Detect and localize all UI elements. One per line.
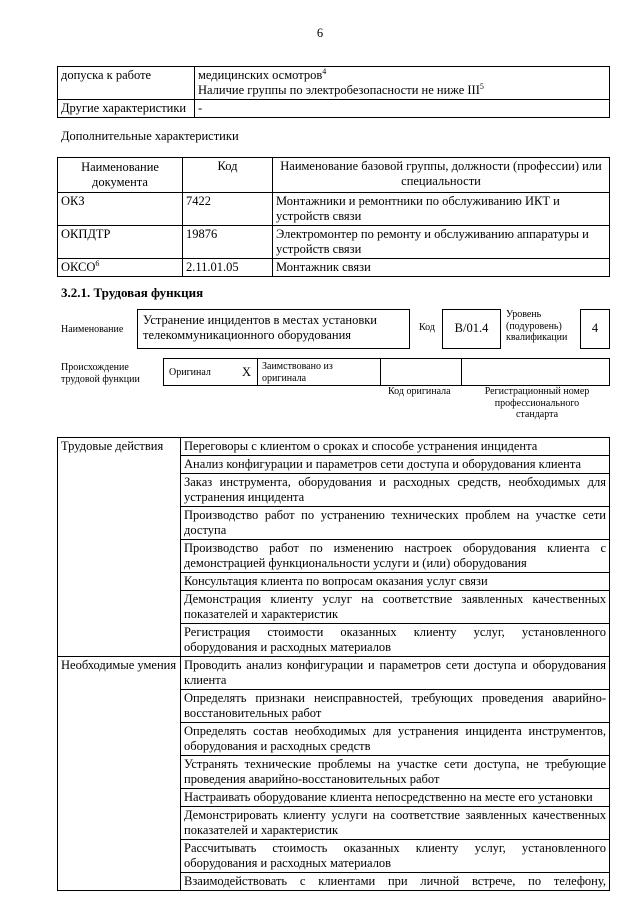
list-item: Рассчитывать стоимость оказанных клиенту услуг, установленного оборудования и расходных материалов xyxy=(181,840,610,873)
list-item: Демонстрация клиенту услуг на соответствие заявленных качественных показателей и характеристик xyxy=(181,591,610,624)
list-item: Проводить анализ конфигурации и параметров сети доступа и оборудования клиента xyxy=(181,657,610,690)
list-item: Производство работ по изменению настроек оборудования клиента с демонстрацией функциональности услуги и (или) оборудования xyxy=(181,540,610,573)
origin-code-label: Код оригинала xyxy=(388,386,451,397)
footnote-5: 5 xyxy=(479,81,484,91)
admission-value xyxy=(195,67,610,100)
list-item: Настраивать оборудование клиента непосредственно на месте его установки xyxy=(181,789,610,807)
admission-line2: Наличие группы по электробезопасности не ниже III xyxy=(198,83,480,97)
other-characteristics-value: - xyxy=(195,100,610,118)
admission-label: допуска к работе xyxy=(58,67,195,100)
code-cell: 2.11.01.05 xyxy=(183,259,273,277)
level-label: Уровень (подуровень) квалификации xyxy=(506,309,568,343)
name-cell: Монтажник связи xyxy=(273,259,610,277)
list-item: Определять состав необходимых для устранения инцидента инструментов, оборудования и расходных средств xyxy=(181,723,610,756)
table-row xyxy=(58,259,610,277)
table-row xyxy=(58,67,610,100)
function-heading: 3.2.1. Трудовая функция xyxy=(61,285,204,300)
origin-code-box xyxy=(380,358,462,386)
table-row xyxy=(58,438,610,456)
doc-cell xyxy=(58,259,183,277)
table-header-row xyxy=(58,158,610,193)
table-row xyxy=(58,657,610,690)
section-label: Трудовые действия xyxy=(58,438,181,657)
original-label: Оригинал xyxy=(169,367,211,378)
function-name-value: Устранение инцидентов в местах установки телекоммуникационного оборудования xyxy=(143,313,377,342)
footnote-4: 4 xyxy=(322,66,327,76)
function-code-box xyxy=(442,309,501,349)
name-cell: Электромонтер по ремонту и обслуживанию аппаратуры и устройств связи xyxy=(273,226,610,259)
table-row xyxy=(58,193,610,226)
section-label: Необходимые умения xyxy=(58,657,181,891)
doc-cell: ОКПДТР xyxy=(58,226,183,259)
admission-table xyxy=(57,66,610,118)
list-item: Устранять технические проблемы на участке сети доступа, не требующие проведения аварийно-восстановительных работ xyxy=(181,756,610,789)
code-cell: 19876 xyxy=(183,226,273,259)
list-item: Заказ инструмента, оборудования и расходных средств, необходимых для устранения инцидента xyxy=(181,474,610,507)
list-item: Консультация клиента по вопросам оказания услуг связи xyxy=(181,573,610,591)
code-label: Код xyxy=(419,322,435,333)
list-item: Переговоры с клиентом о сроках и способе устранения инцидента xyxy=(181,438,610,456)
list-item: Производство работ по устранению технических проблем на участке сети доступа xyxy=(181,507,610,540)
additional-heading: Дополнительные характеристики xyxy=(61,129,239,143)
table-row xyxy=(58,226,610,259)
footnote-6: 6 xyxy=(95,258,100,268)
list-item: Демонстрировать клиенту услуги на соответствие заявленных качественных показателей и характеристик xyxy=(181,807,610,840)
doc-cell: ОКЗ xyxy=(58,193,183,226)
doc-text: ОКСО xyxy=(61,260,96,274)
original-box xyxy=(163,358,258,386)
level-value: 4 xyxy=(591,321,599,335)
additional-table xyxy=(57,157,610,277)
other-characteristics-label: Другие характеристики xyxy=(58,100,195,118)
borrowed-box xyxy=(257,358,381,386)
admission-line1: медицинских осмотров xyxy=(198,68,323,82)
origin-label: Происхождение трудовой функции xyxy=(61,362,140,385)
list-item: Анализ конфигурации и параметров сети доступа и оборудования клиента xyxy=(181,456,610,474)
name-label: Наименование xyxy=(61,324,124,335)
table-row xyxy=(58,100,610,118)
list-item: Определять признаки неисправностей, требующих проведения аварийно-восстановительных работ xyxy=(181,690,610,723)
original-mark: X xyxy=(242,365,252,379)
name-cell: Монтажники и ремонтники по обслуживанию ИКТ и устройств связи xyxy=(273,193,610,226)
level-box xyxy=(580,309,610,349)
competency-table xyxy=(57,437,610,891)
list-item: Регистрация стоимости оказанных клиенту услуг, установленного оборудования и расходных материалов xyxy=(181,624,610,657)
list-item: Взаимодействовать с клиентами при личной встрече, по телефону, xyxy=(181,873,610,891)
borrowed-label: Заимствовано из оригинала xyxy=(262,361,333,384)
header-code: Код xyxy=(183,158,273,193)
header-document: Наименование документа xyxy=(58,158,183,193)
function-name-box xyxy=(137,309,410,349)
header-name: Наименование базовой группы, должности (профессии) или специальности xyxy=(273,158,610,193)
reg-number-label: Регистрационный номер профессионального стандарта xyxy=(484,386,590,420)
function-code-value: B/01.4 xyxy=(454,321,489,335)
reg-number-box xyxy=(461,358,610,386)
code-cell: 7422 xyxy=(183,193,273,226)
page-number: 6 xyxy=(316,26,324,40)
